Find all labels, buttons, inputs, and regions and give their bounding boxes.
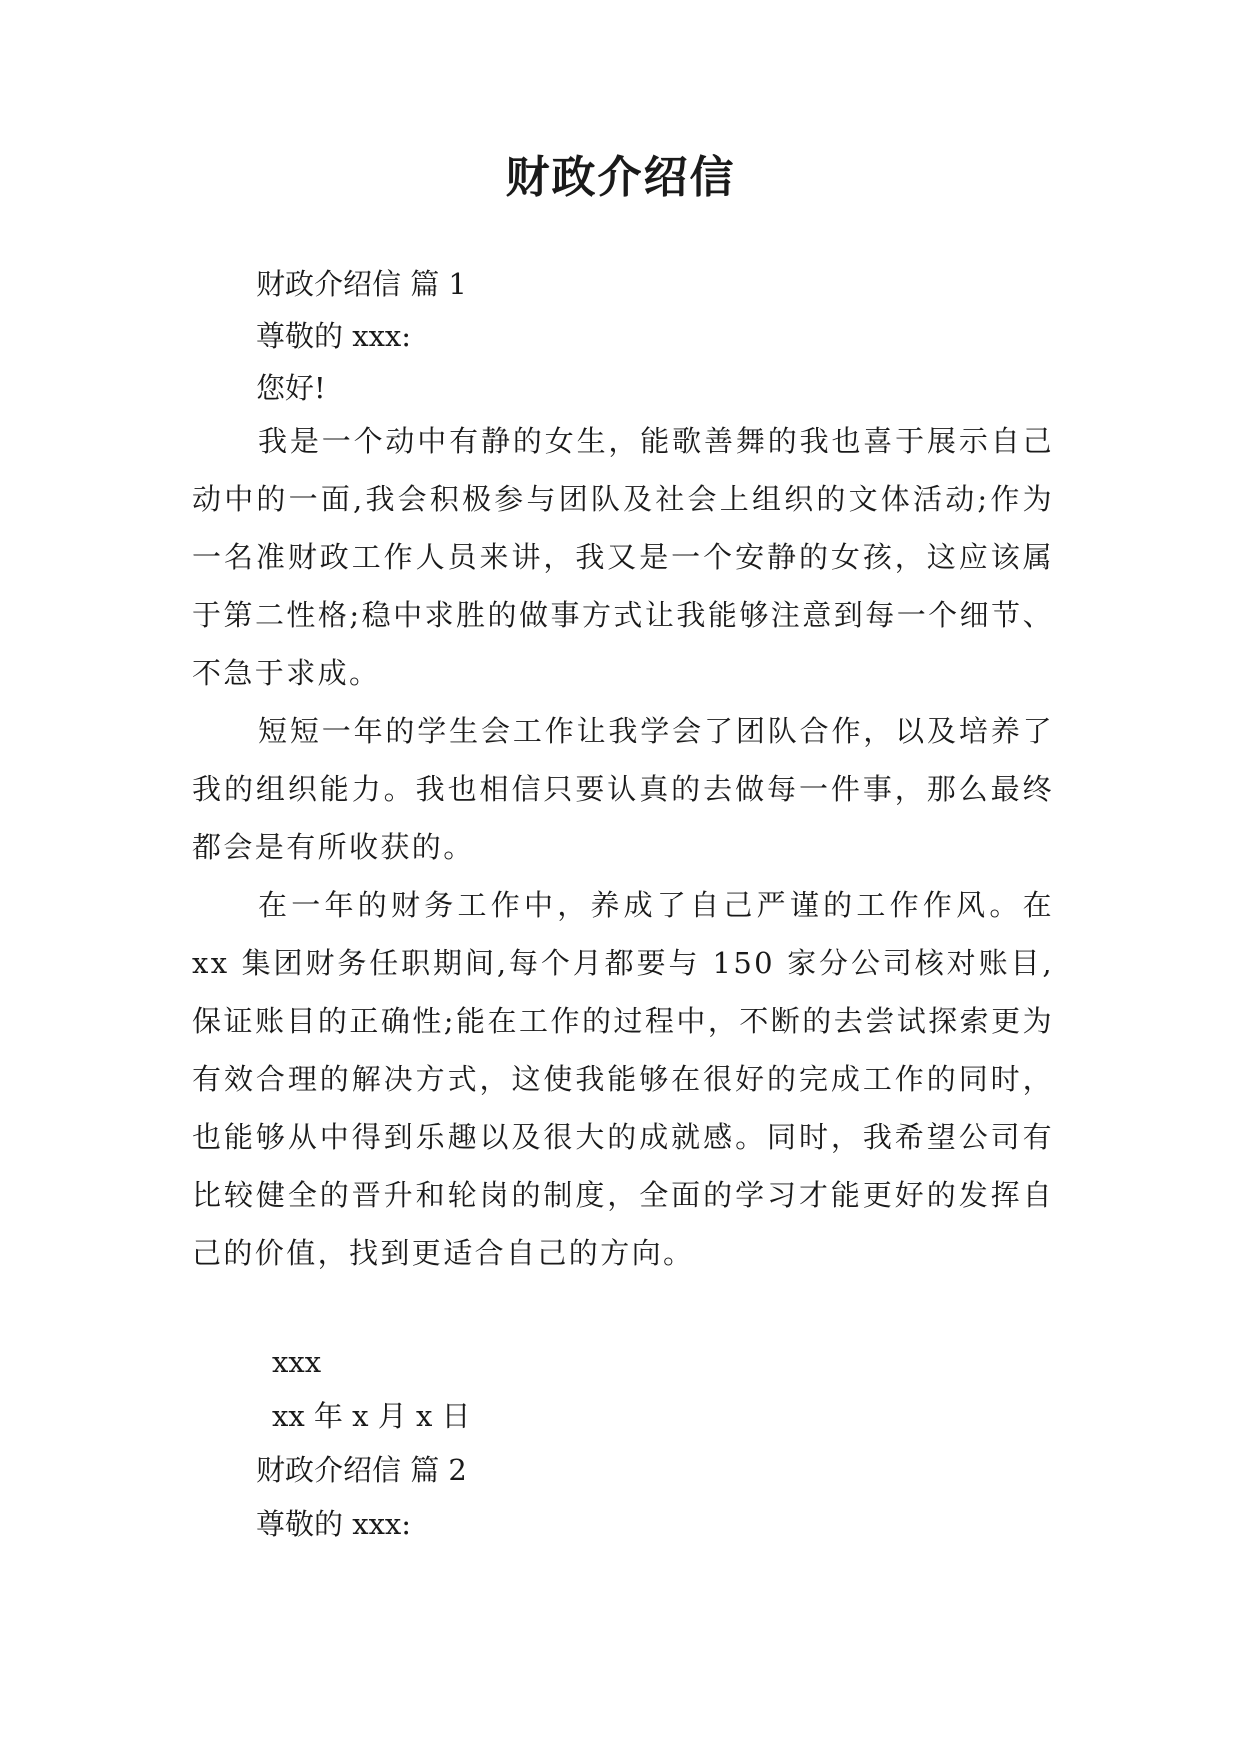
section1-signature: xxx	[272, 1345, 322, 1379]
section1-paragraph-3: 在一年的财务工作中，养成了自己严谨的工作作风。在 xx 集团财务任职期间,每个月都要与 150 家分公司核对账目,保证账目的正确性;能在工作的过程中，不断的去尝试探索更为有效合理的解决方式，这使我能够在很好的完成工作的同时，也能够从中得到乐趣以及很大的成就感。同时，我希望公司有比较健全的晋升和轮岗的制度，全面的学习才能更好的发挥自己的价值，找到更适合自己的方向。	[192, 888, 1054, 1270]
section2-heading: 财政介绍信 篇 2	[256, 1453, 467, 1487]
section1-paragraph-2: 短短一年的学生会工作让我学会了团队合作，以及培养了我的组织能力。我也相信只要认真的去做每一件事，那么最终都会是有所收获的。	[192, 714, 1054, 864]
section1-heading: 财政介绍信 篇 1	[256, 267, 467, 301]
section1-greeting: 您好!	[256, 371, 326, 405]
section1-salutation: 尊敬的 xxx:	[256, 319, 412, 353]
document-title: 财政介绍信	[505, 152, 736, 203]
section2-salutation: 尊敬的 xxx:	[256, 1507, 412, 1541]
section1-date: xx 年 x 月 x 日	[272, 1399, 471, 1433]
section1-paragraph-1: 我是一个动中有静的女生，能歌善舞的我也喜于展示自己动中的一面,我会积极参与团队及社会上组织的文体活动;作为一名准财政工作人员来讲，我又是一个安静的女孩，这应该属于第二性格;稳中求胜的做事方式让我能够注意到每一个细节、不急于求成。	[192, 424, 1054, 690]
